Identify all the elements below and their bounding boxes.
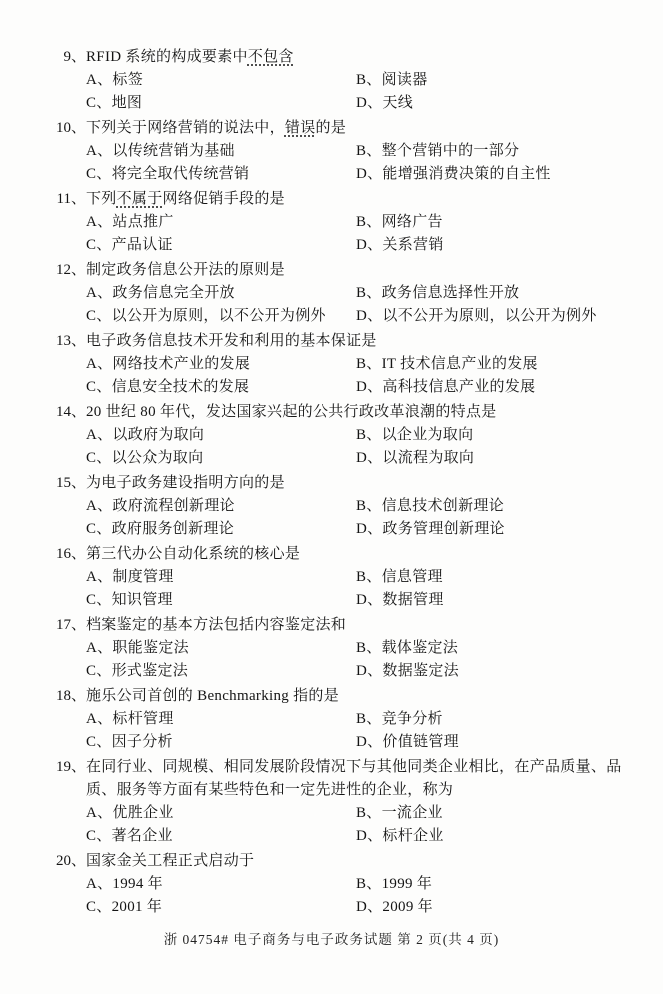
- option-b: B、IT 技术信息产业的发展: [356, 356, 538, 372]
- option-a: A、标签: [86, 72, 144, 88]
- option-a: A、以传统营销为基础: [86, 143, 235, 159]
- question-10: [52, 117, 639, 186]
- option-c: C、将完全取代传统营销: [86, 166, 250, 182]
- question-number: 18、: [55, 688, 86, 704]
- stem-text: 施乐公司首创的 Benchmarking 指的是: [86, 688, 340, 704]
- option-d: D、关系营销: [356, 237, 444, 253]
- question-number: 12、: [55, 262, 86, 278]
- question-11: [52, 188, 639, 257]
- option-c: C、以公众为取向: [86, 450, 204, 466]
- option-c: C、因子分析: [86, 734, 173, 750]
- option-d: D、政务管理创新理论: [356, 521, 505, 537]
- option-c: C、产品认证: [86, 237, 173, 253]
- question-stem: [86, 330, 639, 353]
- option-d: D、数据鉴定法: [356, 663, 459, 679]
- option-c: C、信息安全技术的发展: [86, 379, 250, 395]
- question-13: [52, 330, 639, 399]
- question-number: 16、: [55, 546, 86, 562]
- option-a: A、制度管理: [86, 569, 174, 585]
- option-a: A、政府流程创新理论: [86, 498, 235, 514]
- option-b: B、整个营销中的一部分: [356, 143, 520, 159]
- option-a: A、优胜企业: [86, 805, 174, 821]
- options: [86, 708, 639, 754]
- stem-text: 20 世纪 80 年代，发达国家兴起的公共行政改革浪潮的特点是: [86, 404, 497, 420]
- question-stem: [86, 259, 639, 282]
- question-12: [52, 259, 639, 328]
- option-d: D、标杆企业: [356, 828, 444, 844]
- option-d: D、2009 年: [356, 899, 433, 915]
- option-b: B、信息技术创新理论: [356, 498, 505, 514]
- options: [86, 637, 639, 683]
- option-d: D、数据管理: [356, 592, 444, 608]
- option-a: A、网络技术产业的发展: [86, 356, 251, 372]
- stem-emphasized-text: 错误: [284, 120, 316, 136]
- option-a: A、站点推广: [86, 214, 174, 230]
- stem-text: 下列关于网络营销的说法中，: [86, 120, 285, 136]
- stem-text: RFID 系统的构成要素中: [86, 49, 248, 65]
- options: [86, 353, 639, 399]
- options: [86, 873, 639, 919]
- question-stem: [86, 472, 639, 495]
- stem-text: 电子政务信息技术开发和利用的基本保证是: [86, 333, 377, 349]
- option-a: A、1994 年: [86, 876, 163, 892]
- question-16: [52, 543, 639, 612]
- option-c: C、2001 年: [86, 899, 163, 915]
- option-b: B、1999 年: [356, 876, 433, 892]
- option-c: C、著名企业: [86, 828, 173, 844]
- question-number: 11、: [56, 191, 86, 207]
- question-14: [52, 401, 639, 470]
- stem-emphasized-text: 不包含: [247, 49, 294, 65]
- options: [86, 211, 639, 257]
- option-b: B、政务信息选择性开放: [356, 285, 520, 301]
- options: [86, 424, 639, 470]
- option-b: B、竞争分析: [356, 711, 443, 727]
- stem-text: 在同行业、同规模、相同发展阶段情况下与其他同类企业相比，在产品质量、品质、服务等方面有某些特色和一定先进性的企业，称为: [86, 759, 622, 798]
- question-number: 10、: [55, 120, 86, 136]
- stem-text: 为电子政务建设指明方向的是: [86, 475, 285, 491]
- question-stem: [86, 614, 639, 637]
- options: [86, 282, 639, 328]
- stem-text: 国家金关工程正式启动于: [86, 853, 255, 869]
- stem-text: 下列: [86, 191, 117, 207]
- question-9: [52, 46, 639, 115]
- question-number: 15、: [55, 475, 86, 491]
- options: [86, 495, 639, 541]
- question-18: [52, 685, 639, 754]
- stem-text: 第三代办公自动化系统的核心是: [86, 546, 301, 562]
- option-b: B、阅读器: [356, 72, 428, 88]
- option-c: C、以公开为原则，以不公开为例外: [86, 308, 326, 324]
- stem-emphasized-text: 不属于: [116, 191, 163, 207]
- question-number: 9、: [63, 49, 86, 65]
- question-stem: [86, 46, 639, 69]
- question-number: 14、: [55, 404, 86, 420]
- option-c: C、政府服务创新理论: [86, 521, 235, 537]
- question-number: 13、: [55, 333, 86, 349]
- option-d: D、以流程为取向: [356, 450, 475, 466]
- option-a: A、职能鉴定法: [86, 640, 189, 656]
- option-a: A、标杆管理: [86, 711, 174, 727]
- question-number: 17、: [55, 617, 86, 633]
- question-stem: [86, 685, 639, 708]
- question-stem: [86, 188, 639, 211]
- question-19: [52, 756, 639, 848]
- question-number: 19、: [55, 759, 86, 775]
- question-17: [52, 614, 639, 683]
- option-b: B、信息管理: [356, 569, 443, 585]
- question-stem: [86, 117, 639, 140]
- page-footer: 浙 04754# 电子商务与电子政务试题 第 2 页(共 4 页): [163, 932, 500, 947]
- option-d: D、天线: [356, 95, 414, 111]
- question-number: 20、: [55, 853, 86, 869]
- stem-text: 制定政务信息公开法的原则是: [86, 262, 285, 278]
- option-c: C、地图: [86, 95, 143, 111]
- options: [86, 69, 639, 115]
- question-stem: [86, 756, 639, 802]
- options: [86, 566, 639, 612]
- option-d: D、高科技信息产业的发展: [356, 379, 536, 395]
- option-c: C、知识管理: [86, 592, 173, 608]
- option-d: D、能增强消费决策的自主性: [356, 166, 551, 182]
- stem-text: 档案鉴定的基本方法包括内容鉴定法和: [86, 617, 347, 633]
- option-a: A、以政府为取向: [86, 427, 205, 443]
- option-b: B、一流企业: [356, 805, 443, 821]
- stem-text: 网络促销手段的是: [162, 191, 285, 207]
- options: [86, 140, 639, 186]
- question-15: [52, 472, 639, 541]
- option-b: B、网络广告: [356, 214, 443, 230]
- question-stem: [86, 850, 639, 873]
- stem-text: 的是: [315, 120, 347, 136]
- option-a: A、政务信息完全开放: [86, 285, 235, 301]
- question-stem: [86, 543, 639, 566]
- option-c: C、形式鉴定法: [86, 663, 189, 679]
- option-b: B、以企业为取向: [356, 427, 474, 443]
- option-d: D、价值链管理: [356, 734, 459, 750]
- question-stem: [86, 401, 639, 424]
- question-list: [52, 44, 639, 919]
- options: [86, 802, 639, 848]
- question-20: [52, 850, 639, 919]
- option-b: B、载体鉴定法: [356, 640, 459, 656]
- option-d: D、以不公开为原则，以公开为例外: [356, 308, 597, 324]
